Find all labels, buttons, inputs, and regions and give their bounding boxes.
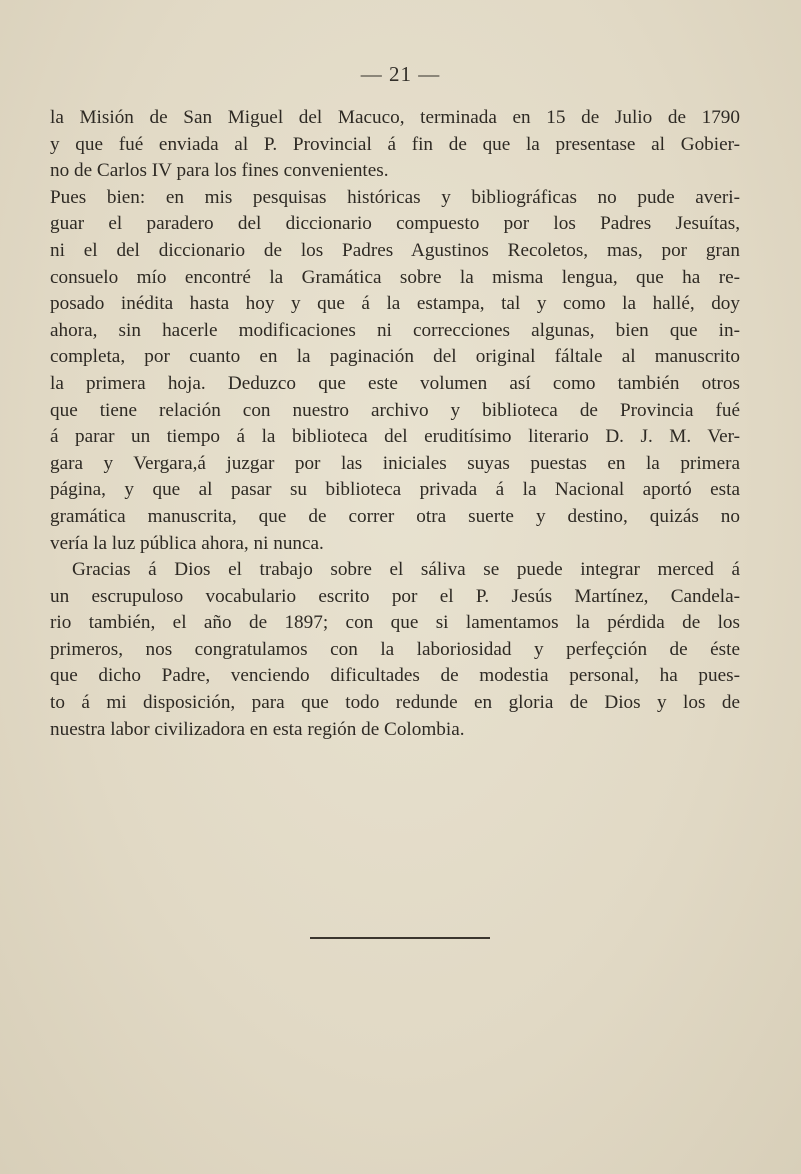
- text-line: y que fué enviada al P. Provincial á fin de que la presentase al Gobier-: [50, 133, 740, 155]
- text-line: á parar un tiempo á la biblioteca del eruditísimo literario D. J. M. Ver-: [50, 426, 740, 448]
- text-line: que tiene relación con nuestro archivo y biblioteca de Provincia fué: [50, 399, 740, 421]
- text-line: consuelo mío encontré la Gramática sobre la misma lengua, que ha re-: [50, 266, 740, 288]
- text-line: nuestra labor civilizadora en esta región de Colombia.: [50, 718, 465, 740]
- text-line: la Misión de San Miguel del Macuco, terminada en 15 de Julio de 1790: [50, 107, 740, 128]
- text-line: ni el del diccionario de los Padres Agustinos Recoletos, mas, por gran: [50, 239, 740, 261]
- text-line: no de Carlos IV para los fines convenientes.: [50, 160, 389, 182]
- text-line: Pues bien: en mis pesquisas históricas y bibliográficas no pude averi-: [50, 186, 740, 208]
- text-line: gara y Vergara,á juzgar por las iniciales suyas puestas en la primera: [50, 452, 740, 474]
- text-line: ahora, sin hacerle modificaciones ni correcciones algunas, bien que in-: [50, 319, 740, 341]
- text-line: to á mi disposición, para que todo redunde en gloria de Dios y los de: [50, 692, 740, 714]
- text-line: Gracias á Dios el trabajo sobre el sáliva se puede integrar merced á: [72, 559, 740, 581]
- text-line: la primera hoja. Deduzco que este volumen así como también otros: [50, 372, 740, 394]
- section-divider: [310, 937, 490, 939]
- text-line: página, y que al pasar su biblioteca privada á la Nacional aportó esta: [50, 479, 740, 501]
- text-line: gramática manuscrita, que de correr otra suerte y destino, quizás no: [50, 505, 740, 527]
- text-line: rio también, el año de 1897; con que si lamentamos la pérdida de los: [50, 612, 740, 634]
- text-line: primeros, nos congratulamos con la laboriosidad y perfeçción de éste: [50, 638, 740, 660]
- text-line: un escrupuloso vocabulario escrito por el P. Jesús Martínez, Candela-: [50, 585, 740, 607]
- text-line: que dicho Padre, venciendo dificultades de modestia personal, ha pues-: [50, 665, 740, 687]
- body-text: [50, 105, 740, 743]
- text-line: vería la luz pública ahora, ni nunca.: [50, 532, 324, 554]
- text-line: posado inédita hasta hoy y que á la estampa, tal y como la hallé, doy: [50, 293, 740, 315]
- page-number: — 21 —: [360, 62, 441, 86]
- text-line: guar el paradero del diccionario compuesto por los Padres Jesuítas,: [50, 213, 740, 235]
- text-line: completa, por cuanto en la paginación del original fáltale al manuscrito: [50, 346, 740, 368]
